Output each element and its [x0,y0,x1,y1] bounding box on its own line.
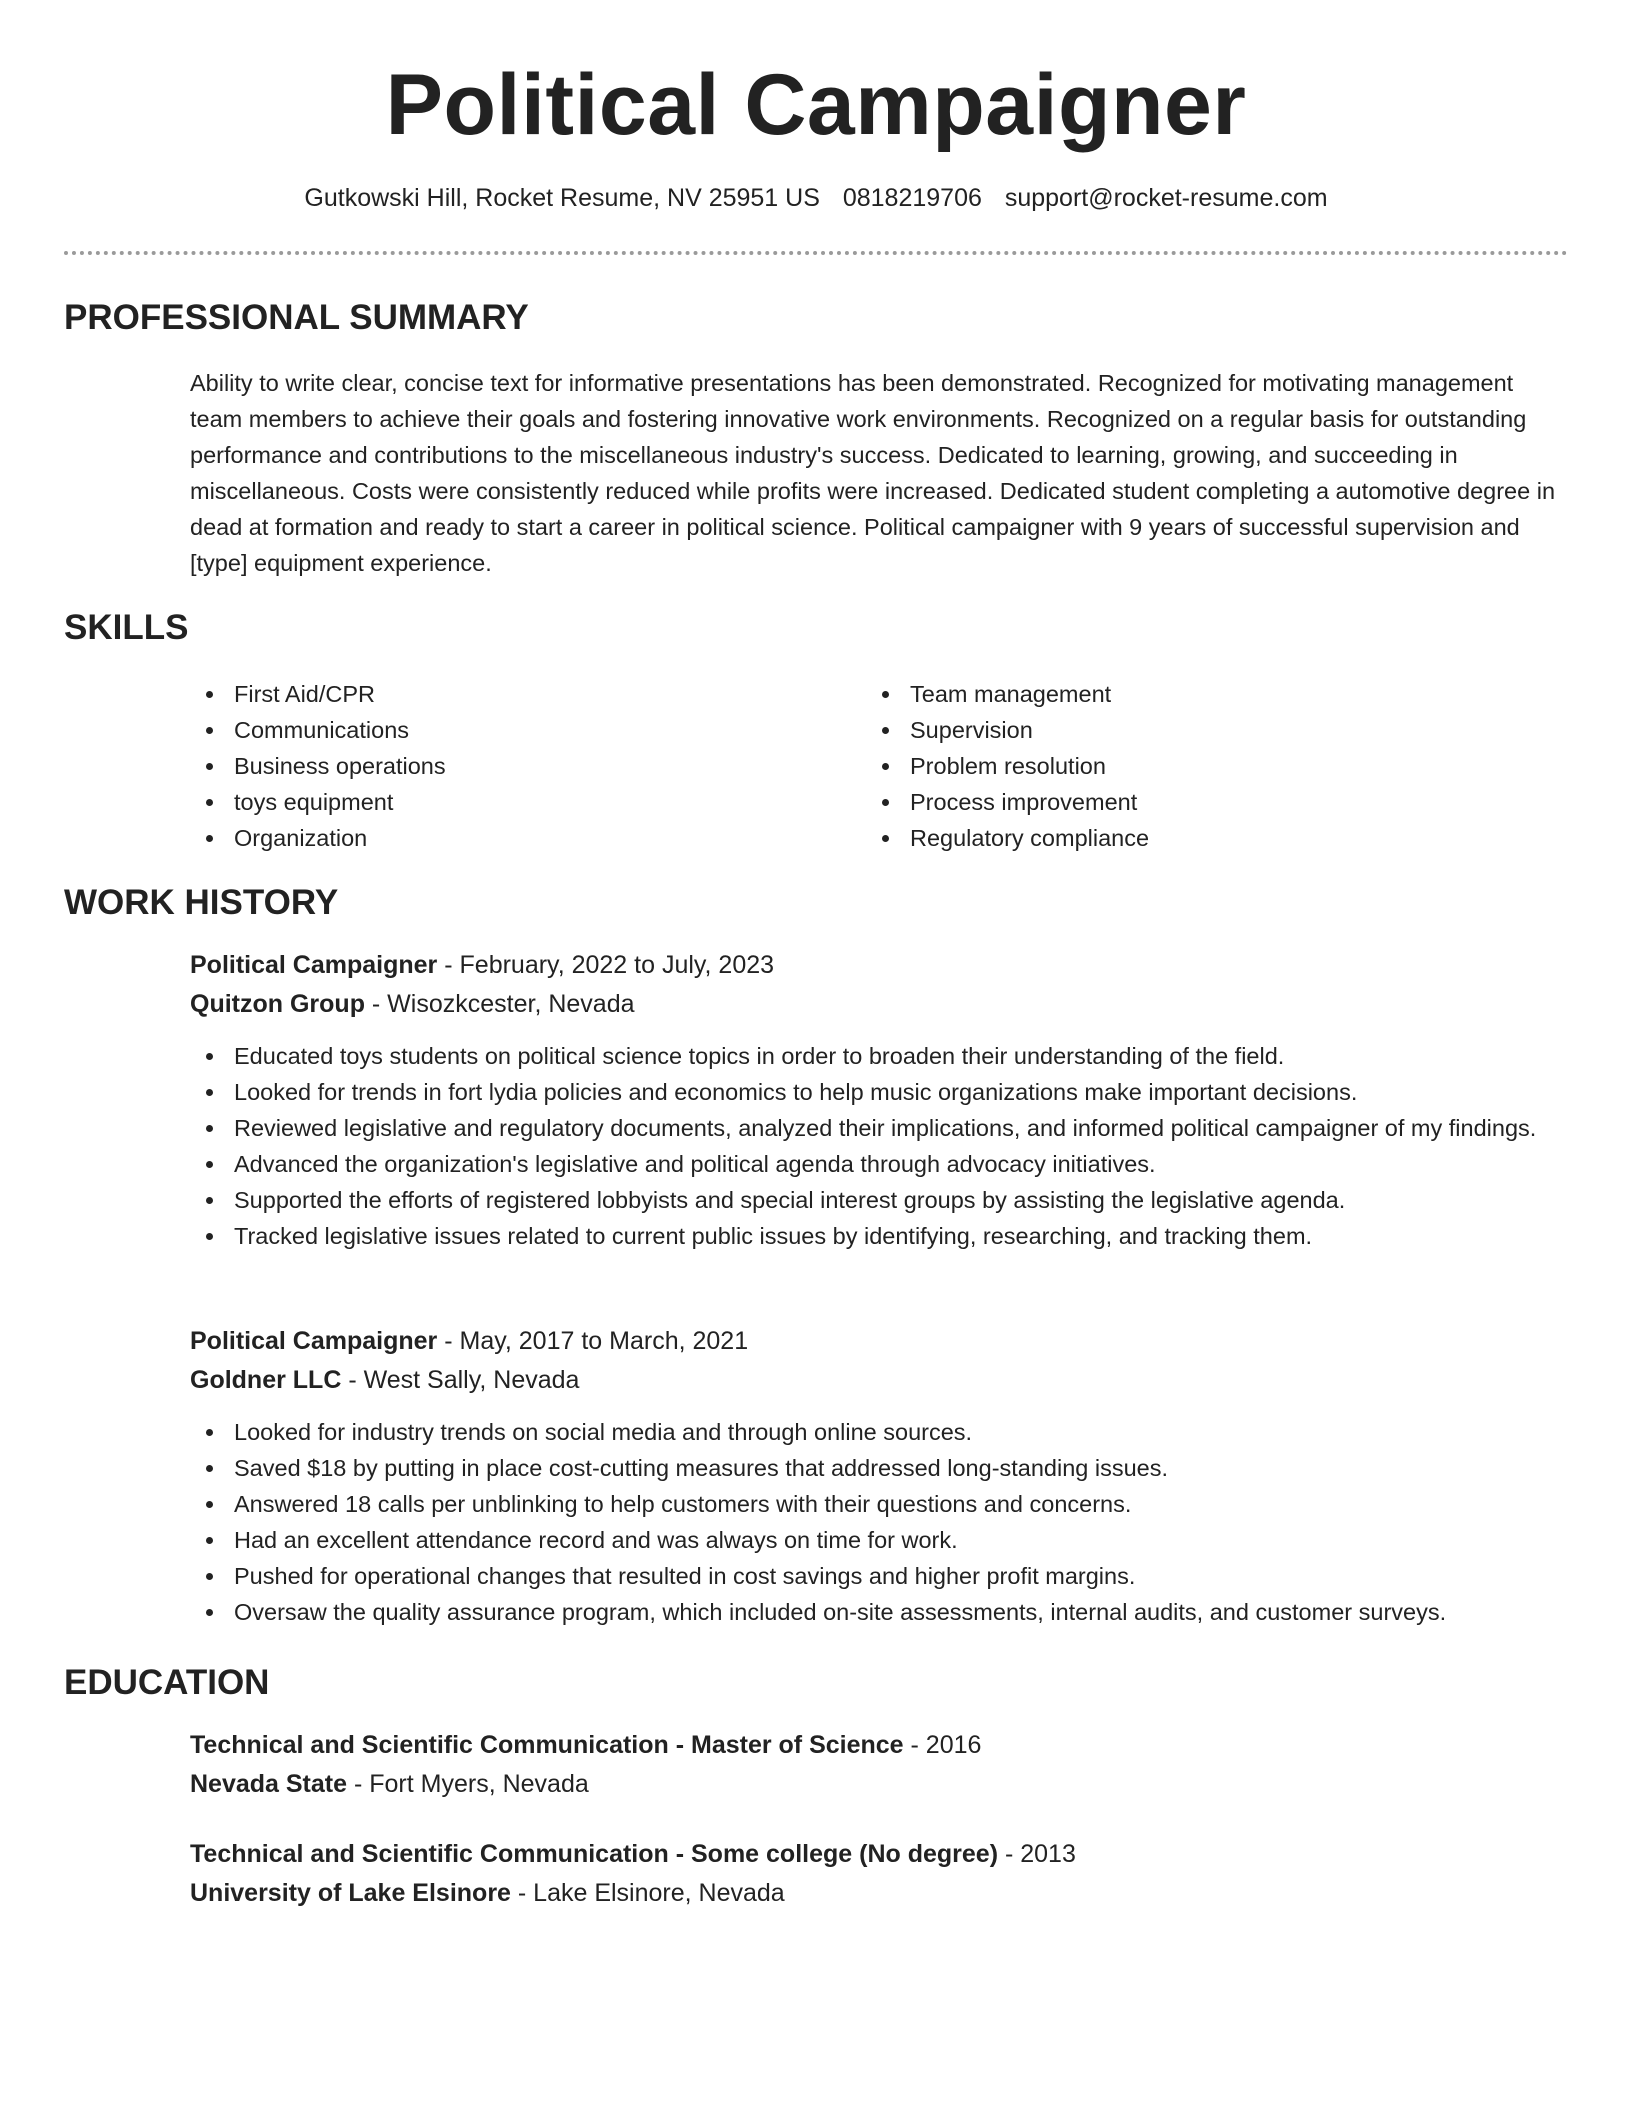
skills-heading: SKILLS [64,608,189,647]
job-dates: - February, 2022 to July, 2023 [437,951,775,979]
job-entry [190,1322,1565,1630]
job-duties [190,1414,1565,1630]
resume-name: Political Campaigner [385,57,1247,153]
contact-address: Gutkowski Hill, Rocket Resume, NV 25951 US [304,184,820,212]
education-school: University of Lake Elsinore [190,1879,511,1907]
duty-item: Supported the efforts of registered lobbyists and special interest groups by assisting the legislative agenda. [190,1182,1565,1218]
education-entry [190,1835,1565,1913]
education-location: - Fort Myers, Nevada [347,1770,589,1798]
skill-item: Business operations [190,748,810,784]
summary-heading: PROFESSIONAL SUMMARY [64,298,529,337]
duty-item: Answered 18 calls per unblinking to help customers with their questions and concerns. [190,1486,1565,1522]
duty-item: Oversaw the quality assurance program, which included on-site assessments, internal audits, and customer surveys. [190,1594,1565,1630]
skill-item: Process improvement [866,784,1486,820]
job-company: Goldner LLC [190,1366,342,1394]
job-title-line [190,1322,1565,1361]
education-year: - 2016 [903,1731,982,1759]
duty-item: Looked for industry trends on social media and through online sources. [190,1414,1565,1450]
job-company-line [190,985,1565,1024]
education-school: Nevada State [190,1770,348,1798]
education-location: - Lake Elsinore, Nevada [510,1879,785,1907]
job-dates: - May, 2017 to March, 2021 [437,1327,749,1355]
duty-item: Saved $18 by putting in place cost-cutting measures that addressed long-standing issues. [190,1450,1565,1486]
education-school-line [190,1765,1565,1804]
education-degree: Technical and Scientific Communication - Some college (No degree) [190,1840,999,1868]
job-location: - Wisozkcester, Nevada [364,990,635,1018]
skill-item: Regulatory compliance [866,820,1486,856]
summary-text: Ability to write clear, concise text for informative presentations has been demonstrated. Recognized for motivating management team members to achieve their goals and fostering innovative work environments. Recognized on a regular basis for outstanding performance and contributions to the miscellaneous industry's success. Dedicated to learning, growing, and succeeding in miscellaneous. Costs were consistently reduced while profits were increased. Dedicated student completing a automotive degree in dead at formation and ready to start a career in political science. Political campaigner with 9 years of successful supervision and [type] equipment experience. [190,370,1556,576]
skill-item: First Aid/CPR [190,676,810,712]
duty-item: Tracked legislative issues related to current public issues by identifying, researching, and tracking them. [190,1218,1565,1254]
education-entry [190,1726,1565,1804]
skill-item: Team management [866,676,1486,712]
job-location: - West Sally, Nevada [341,1366,580,1394]
contact-line [0,182,1632,214]
education-year: - 2013 [998,1840,1076,1868]
education-degree-line [190,1835,1565,1874]
education-degree-line [190,1726,1565,1765]
duty-item: Reviewed legislative and regulatory documents, analyzed their implications, and informed political campaigner of my findings. [190,1110,1565,1146]
skill-item: Organization [190,820,810,856]
header-divider [64,251,1568,255]
education-degree: Technical and Scientific Communication - Master of Science [190,1731,904,1759]
skill-item: Communications [190,712,810,748]
contact-email: support@rocket-resume.com [1004,184,1328,212]
job-company-line [190,1361,1565,1400]
job-duties [190,1038,1565,1254]
education-school-line [190,1874,1565,1913]
duty-item: Educated toys students on political science topics in order to broaden their understanding of the field. [190,1038,1565,1074]
skill-item: toys equipment [190,784,810,820]
skills-list-right [866,676,1486,856]
duty-item: Advanced the organization's legislative and political agenda through advocacy initiatives. [190,1146,1565,1182]
job-title-line [190,946,1565,985]
duty-item: Looked for trends in fort lydia policies and economics to help music organizations make important decisions. [190,1074,1565,1110]
duty-item: Pushed for operational changes that resulted in cost savings and higher profit margins. [190,1558,1565,1594]
education-heading: EDUCATION [64,1663,270,1702]
skill-item: Supervision [866,712,1486,748]
duty-item: Had an excellent attendance record and was always on time for work. [190,1522,1565,1558]
job-position: Political Campaigner [190,951,438,979]
skills-list-left [190,676,810,856]
skill-item: Problem resolution [866,748,1486,784]
contact-phone: 0818219706 [842,184,982,212]
job-entry [190,946,1565,1254]
work-history-heading: WORK HISTORY [64,883,339,922]
job-company: Quitzon Group [190,990,365,1018]
job-position: Political Campaigner [190,1327,438,1355]
